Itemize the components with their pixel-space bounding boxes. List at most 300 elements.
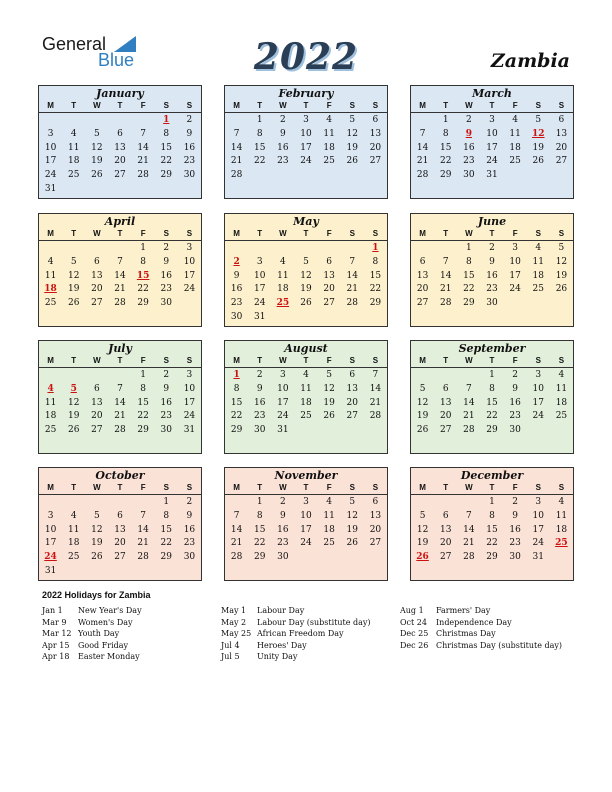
day-cell: 10: [509, 256, 521, 267]
day-cell: 29: [160, 552, 172, 563]
day-cell: 27: [439, 552, 452, 563]
weekday-label: M: [419, 229, 426, 238]
weekday-label: W: [93, 101, 101, 110]
day-cell: 22: [439, 156, 452, 167]
day-cell: 25: [44, 425, 57, 436]
day-cell: 17: [532, 524, 544, 535]
holiday-name: Labour Day: [257, 606, 305, 615]
day-cell: 29: [137, 298, 149, 309]
holiday-name: New Year's Day: [78, 606, 142, 615]
day-cell: 27: [439, 425, 452, 436]
weekday-label: M: [47, 483, 54, 492]
day-cell: 22: [160, 538, 172, 549]
weekday-label: F: [326, 483, 332, 492]
day-cell: 28: [114, 298, 126, 309]
empty-day-cell: [62, 496, 85, 510]
day-cell: 17: [532, 397, 544, 408]
weekday-label: M: [233, 483, 240, 492]
day-cell: 2: [256, 370, 263, 380]
day-cell: 20: [346, 397, 358, 408]
day-cell: 10: [532, 510, 544, 521]
day-cell: 3: [47, 510, 54, 521]
day-cell: 19: [67, 284, 80, 295]
day-cell: 6: [117, 510, 123, 521]
day-cell: 7: [465, 383, 472, 394]
holiday-entry: [42, 628, 142, 640]
weekday-label: T: [257, 483, 263, 492]
empty-day-cell: [39, 496, 62, 510]
day-cell: 14: [230, 524, 243, 535]
day-cell: 28: [230, 170, 243, 181]
weekday-label: M: [233, 229, 240, 238]
day-cell: 9: [279, 510, 286, 521]
weekday-header: [411, 355, 573, 368]
day-cell: 4: [70, 510, 77, 521]
day-cell: 24: [253, 298, 266, 309]
day-cell: 21: [439, 284, 452, 295]
day-cell: 31: [277, 425, 289, 436]
day-cell: 20: [555, 142, 568, 153]
day-cell: 13: [346, 383, 358, 394]
day-cell: 7: [140, 510, 146, 521]
day-cell: 23: [509, 538, 521, 549]
day-cell: 27: [114, 552, 126, 563]
holiday-column: [400, 605, 562, 651]
day-cell: 14: [439, 270, 452, 281]
day-grid: [39, 496, 201, 579]
month-may: [224, 213, 388, 327]
day-cell: 11: [323, 510, 335, 521]
day-cell: 12: [346, 510, 358, 521]
day-cell: 16: [277, 142, 289, 153]
weekday-label: M: [233, 356, 240, 365]
empty-day-cell: [225, 242, 248, 256]
day-cell: 7: [372, 370, 379, 380]
day-cell: 9: [512, 383, 518, 394]
day-cell: 10: [300, 128, 312, 139]
holiday-date: Jul 5: [221, 652, 240, 662]
day-cell: 23: [463, 156, 475, 167]
holiday-date: Oct 24: [400, 617, 427, 627]
day-cell: 9: [256, 383, 263, 394]
weekday-label: W: [279, 356, 287, 365]
day-cell: 13: [91, 270, 103, 281]
day-cell: 5: [326, 370, 332, 380]
day-cell: 8: [140, 256, 146, 267]
empty-day-cell: [434, 496, 457, 510]
day-cell: 26: [323, 411, 335, 422]
day-cell: 13: [91, 397, 103, 408]
empty-day-cell: [434, 242, 457, 256]
day-cell: 13: [323, 270, 335, 281]
day-cell: 23: [183, 538, 196, 549]
day-grid: [411, 114, 573, 183]
day-cell: 16: [183, 142, 196, 153]
weekday-label: F: [140, 483, 146, 492]
day-cell: 30: [160, 425, 172, 436]
day-cell: 18: [555, 397, 568, 408]
day-cell: 1: [163, 497, 170, 507]
day-cell: 2: [279, 115, 286, 125]
weekday-label: W: [465, 229, 473, 238]
day-cell: 19: [91, 538, 103, 549]
day-cell: 23: [160, 411, 172, 422]
day-cell: 16: [509, 397, 521, 408]
weekday-label: M: [233, 101, 240, 110]
month-name: May: [293, 215, 319, 228]
day-cell: 18: [532, 270, 544, 281]
weekday-label: S: [163, 101, 169, 110]
day-cell: 19: [323, 397, 335, 408]
day-cell: 21: [463, 538, 475, 549]
day-cell: 23: [277, 538, 289, 549]
weekday-header: [225, 355, 387, 368]
day-cell: 11: [532, 256, 544, 267]
weekday-header: [411, 228, 573, 241]
day-cell: 29: [137, 425, 149, 436]
day-cell: 15: [253, 142, 266, 153]
holiday-date: Dec 26: [400, 640, 429, 650]
day-cell: 21: [346, 284, 358, 295]
day-cell: 7: [349, 256, 356, 267]
holiday-name: Farmers' Day: [436, 606, 491, 615]
day-grid: [411, 242, 573, 311]
day-cell: 24: [532, 411, 544, 422]
day-cell: 1: [256, 115, 263, 125]
day-cell: 27: [369, 156, 382, 167]
weekday-label: T: [257, 229, 263, 238]
day-cell: 1: [140, 243, 146, 253]
weekday-label: T: [117, 101, 123, 110]
day-cell: 2: [186, 497, 193, 507]
day-cell: 15: [160, 524, 172, 535]
day-cell: 4: [47, 256, 54, 267]
holiday-day-cell: 18: [44, 284, 57, 295]
weekday-header: [411, 100, 573, 113]
day-cell: 14: [230, 142, 243, 153]
day-cell: 16: [230, 284, 243, 295]
day-cell: 29: [160, 170, 172, 181]
holiday-day-cell: 1: [372, 243, 379, 253]
day-cell: 29: [369, 298, 382, 309]
day-cell: 8: [372, 256, 379, 267]
day-cell: 20: [323, 284, 335, 295]
empty-day-cell: [108, 242, 131, 256]
weekday-header: [39, 482, 201, 495]
day-cell: 29: [486, 552, 498, 563]
weekday-label: T: [117, 356, 123, 365]
day-cell: 28: [114, 425, 126, 436]
logo-word-blue: Blue: [98, 50, 135, 70]
day-cell: 5: [419, 510, 426, 521]
holiday-entry: [42, 617, 142, 629]
month-name: June: [477, 215, 507, 228]
day-cell: 12: [67, 270, 80, 281]
weekday-label: S: [186, 101, 193, 110]
day-cell: 16: [509, 524, 521, 535]
weekday-label: T: [489, 483, 495, 492]
empty-day-cell: [62, 369, 85, 383]
day-cell: 23: [253, 411, 266, 422]
month-june: [410, 213, 574, 327]
weekday-label: S: [535, 356, 541, 365]
day-cell: 12: [91, 524, 103, 535]
weekday-label: S: [558, 483, 565, 492]
day-cell: 31: [532, 552, 544, 563]
day-cell: 13: [369, 128, 382, 139]
day-cell: 7: [442, 256, 449, 267]
holiday-day-cell: 9: [465, 128, 472, 139]
day-cell: 28: [463, 425, 475, 436]
day-cell: 22: [137, 284, 149, 295]
day-cell: 30: [463, 170, 475, 181]
holidays-title: 2022 Holidays for Zambia: [42, 590, 151, 600]
day-cell: 20: [114, 538, 126, 549]
day-cell: 16: [160, 270, 172, 281]
day-cell: 11: [277, 270, 289, 281]
day-cell: 21: [369, 397, 382, 408]
day-cell: 18: [509, 142, 521, 153]
day-cell: 15: [160, 142, 172, 153]
day-cell: 11: [555, 383, 568, 394]
empty-day-cell: [39, 369, 62, 383]
day-cell: 22: [486, 538, 498, 549]
day-cell: 23: [509, 411, 521, 422]
day-cell: 27: [114, 170, 126, 181]
day-cell: 11: [44, 270, 57, 281]
empty-day-cell: [318, 242, 341, 256]
day-cell: 20: [369, 524, 382, 535]
weekday-label: T: [257, 356, 263, 365]
day-cell: 27: [555, 156, 568, 167]
weekday-label: M: [419, 356, 426, 365]
day-cell: 7: [233, 510, 240, 521]
day-cell: 10: [277, 383, 289, 394]
weekday-label: T: [303, 483, 309, 492]
holiday-date: Aug 1: [400, 606, 424, 615]
month-name: February: [278, 87, 334, 100]
holiday-name: African Freedom Day: [257, 629, 344, 639]
weekday-label: S: [163, 229, 169, 238]
weekday-label: S: [349, 101, 355, 110]
day-cell: 21: [416, 156, 429, 167]
day-cell: 24: [509, 284, 521, 295]
weekday-label: W: [93, 483, 101, 492]
day-cell: 15: [137, 397, 149, 408]
weekday-label: F: [140, 101, 146, 110]
day-cell: 9: [279, 128, 286, 139]
weekday-label: S: [186, 229, 193, 238]
weekday-label: T: [71, 101, 77, 110]
day-cell: 10: [183, 383, 196, 394]
day-cell: 14: [346, 270, 358, 281]
weekday-header: [225, 100, 387, 113]
day-cell: 3: [489, 115, 495, 125]
empty-day-cell: [248, 242, 271, 256]
day-cell: 20: [91, 411, 103, 422]
day-cell: 29: [230, 425, 243, 436]
holiday-date: Mar 12: [42, 629, 72, 639]
holiday-column: [221, 605, 371, 663]
day-cell: 4: [303, 370, 309, 380]
day-cell: 30: [183, 552, 196, 563]
weekday-label: S: [535, 229, 541, 238]
month-november: [224, 467, 388, 581]
holiday-day-cell: 15: [136, 270, 150, 281]
day-cell: 12: [346, 128, 358, 139]
day-cell: 31: [183, 425, 196, 436]
empty-day-cell: [62, 114, 85, 128]
month-name: September: [458, 342, 526, 355]
holiday-day-cell: 2: [233, 256, 240, 267]
day-grid: [225, 242, 387, 325]
empty-day-cell: [457, 369, 480, 383]
day-cell: 13: [114, 524, 126, 535]
weekday-label: T: [489, 229, 495, 238]
day-cell: 1: [442, 115, 449, 125]
day-cell: 7: [117, 383, 123, 394]
day-cell: 3: [303, 497, 309, 507]
weekday-label: S: [186, 356, 193, 365]
day-cell: 25: [532, 284, 544, 295]
day-grid: [225, 496, 387, 565]
weekday-label: F: [512, 483, 518, 492]
day-cell: 26: [300, 298, 312, 309]
day-cell: 20: [439, 411, 452, 422]
day-cell: 21: [230, 538, 243, 549]
day-cell: 18: [67, 156, 80, 167]
weekday-label: S: [349, 483, 355, 492]
holiday-entry: [221, 617, 371, 629]
weekday-label: S: [558, 356, 565, 365]
holiday-date: May 25: [221, 629, 252, 639]
month-october: [38, 467, 202, 581]
day-cell: 23: [277, 156, 289, 167]
day-cell: 7: [140, 128, 146, 139]
day-cell: 19: [91, 156, 103, 167]
day-cell: 13: [555, 128, 568, 139]
day-cell: 2: [512, 370, 518, 380]
day-cell: 17: [183, 270, 196, 281]
day-cell: 13: [416, 270, 429, 281]
holiday-entry: [221, 605, 371, 617]
day-cell: 18: [555, 524, 568, 535]
holiday-entry: [42, 640, 142, 652]
day-cell: 10: [532, 383, 544, 394]
day-cell: 21: [114, 284, 126, 295]
day-cell: 14: [137, 142, 149, 153]
day-cell: 17: [44, 156, 57, 167]
weekday-header: [225, 482, 387, 495]
empty-day-cell: [341, 242, 364, 256]
day-cell: 16: [486, 270, 498, 281]
day-cell: 31: [253, 311, 266, 322]
day-cell: 17: [253, 284, 266, 295]
day-cell: 2: [512, 497, 518, 507]
day-cell: 9: [512, 510, 518, 521]
day-cell: 12: [416, 397, 429, 408]
day-cell: 15: [230, 397, 243, 408]
day-cell: 11: [44, 397, 57, 408]
day-cell: 21: [137, 538, 149, 549]
day-cell: 6: [93, 256, 100, 267]
logo-word-general: General: [42, 34, 107, 54]
day-cell: 20: [416, 284, 429, 295]
empty-day-cell: [271, 242, 294, 256]
empty-day-cell: [411, 242, 434, 256]
day-cell: 25: [323, 156, 335, 167]
month-name: March: [472, 87, 512, 100]
day-cell: 18: [67, 538, 80, 549]
empty-day-cell: [85, 242, 108, 256]
day-cell: 27: [91, 298, 103, 309]
day-cell: 24: [183, 284, 196, 295]
day-cell: 26: [91, 552, 103, 563]
day-cell: 15: [463, 270, 475, 281]
weekday-label: S: [372, 483, 379, 492]
holiday-entry: [400, 605, 562, 617]
day-cell: 27: [416, 298, 429, 309]
day-cell: 19: [416, 538, 429, 549]
day-cell: 2: [279, 497, 286, 507]
holiday-date: Apr 15: [42, 640, 70, 650]
day-cell: 8: [163, 510, 170, 521]
day-cell: 2: [186, 115, 193, 125]
day-cell: 19: [300, 284, 312, 295]
empty-day-cell: [85, 114, 108, 128]
day-cell: 19: [416, 411, 429, 422]
weekday-label: W: [465, 356, 473, 365]
empty-day-cell: [85, 369, 108, 383]
weekday-label: M: [47, 229, 54, 238]
day-cell: 27: [91, 425, 103, 436]
day-cell: 6: [372, 115, 379, 125]
day-cell: 9: [233, 270, 240, 281]
weekday-label: F: [512, 101, 518, 110]
day-cell: 30: [277, 552, 289, 563]
day-cell: 21: [230, 156, 243, 167]
day-cell: 5: [70, 256, 77, 267]
day-cell: 8: [442, 128, 449, 139]
empty-day-cell: [132, 114, 155, 128]
weekday-label: T: [303, 101, 309, 110]
empty-day-cell: [225, 496, 248, 510]
day-cell: 8: [465, 256, 472, 267]
day-grid: [39, 242, 201, 311]
day-cell: 31: [44, 565, 57, 576]
month-april: [38, 213, 202, 327]
day-cell: 22: [463, 284, 475, 295]
holiday-entry: [42, 605, 142, 617]
holiday-date: May 2: [221, 617, 247, 627]
day-cell: 29: [253, 552, 266, 563]
month-name: July: [108, 342, 132, 355]
day-cell: 19: [532, 142, 544, 153]
day-cell: 10: [183, 256, 196, 267]
day-cell: 22: [486, 411, 498, 422]
holiday-name: Youth Day: [78, 629, 120, 639]
day-cell: 19: [346, 524, 358, 535]
day-cell: 12: [416, 524, 429, 535]
day-cell: 10: [486, 128, 498, 139]
weekday-label: S: [163, 356, 169, 365]
day-cell: 3: [186, 370, 193, 380]
weekday-label: T: [71, 356, 77, 365]
empty-day-cell: [132, 496, 155, 510]
holiday-name: Independence Day: [436, 617, 512, 627]
day-cell: 4: [512, 115, 518, 125]
day-cell: 18: [323, 142, 335, 153]
